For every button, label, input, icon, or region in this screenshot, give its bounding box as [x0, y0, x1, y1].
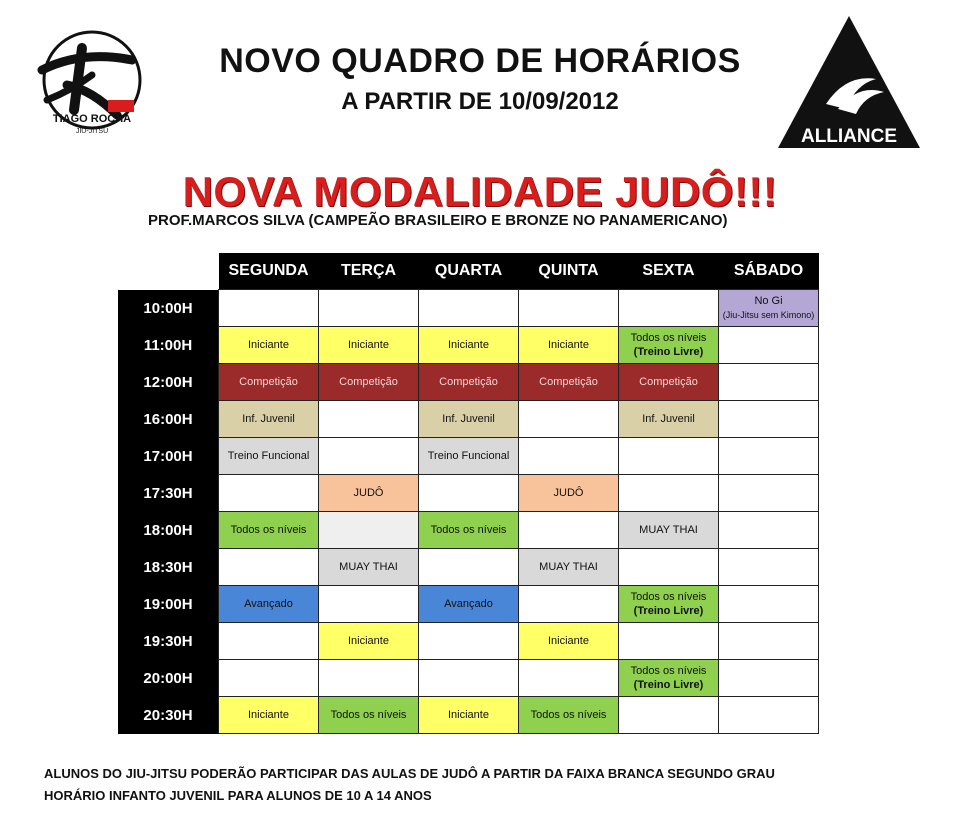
- schedule-row: [118, 697, 819, 734]
- class-cell: [519, 623, 619, 660]
- class-cell: [219, 290, 319, 327]
- class-label: Avançado: [444, 598, 493, 610]
- alliance-logo: [776, 14, 922, 150]
- class-cell: [619, 327, 719, 364]
- schedule-row: [118, 438, 819, 475]
- class-cell: [219, 475, 319, 512]
- day-header: QUARTA: [419, 253, 519, 290]
- class-cell: [419, 475, 519, 512]
- class-label: Inf. Juvenil: [442, 413, 495, 425]
- schedule-row: [118, 549, 819, 586]
- svg-text:ALLIANCE: ALLIANCE: [800, 126, 898, 147]
- class-cell: [619, 401, 719, 438]
- class-cell: [719, 549, 819, 586]
- schedule-row: [118, 623, 819, 660]
- class-label: MUAY THAI: [539, 561, 598, 573]
- class-label: Todos os níveis: [330, 709, 407, 721]
- class-cell: [319, 401, 419, 438]
- schedule-row: [118, 660, 819, 697]
- class-cell: [219, 697, 319, 734]
- class-cell: [319, 290, 419, 327]
- class-label: MUAY THAI: [639, 524, 698, 536]
- class-cell: [519, 660, 619, 697]
- class-cell: [419, 401, 519, 438]
- class-label: Competição: [639, 376, 698, 388]
- time-slot: 19:00H: [118, 586, 219, 623]
- corner-cell: [118, 253, 219, 290]
- class-cell: [619, 586, 719, 623]
- class-cell: [319, 586, 419, 623]
- class-label: Treino Funcional: [227, 450, 310, 462]
- day-header: SEXTA: [619, 253, 719, 290]
- class-cell: [719, 290, 819, 327]
- class-cell: [419, 586, 519, 623]
- class-label: Todos os níveis: [630, 591, 707, 603]
- class-cell: [719, 327, 819, 364]
- class-note: (Treino Livre): [633, 605, 704, 617]
- class-cell: [419, 623, 519, 660]
- class-cell: [519, 697, 619, 734]
- class-cell: [219, 623, 319, 660]
- class-cell: [319, 327, 419, 364]
- class-cell: [419, 549, 519, 586]
- time-slot: 16:00H: [118, 401, 219, 438]
- class-label: Competição: [339, 376, 398, 388]
- class-label: Iniciante: [548, 339, 589, 351]
- class-cell: [719, 438, 819, 475]
- svg-text:JIU-JITSU: JIU-JITSU: [75, 128, 109, 135]
- days-header-row: [118, 253, 819, 290]
- tiago-rocha-logo: [22, 30, 154, 140]
- svg-text:TIAGO ROCHA: TIAGO ROCHA: [52, 113, 132, 125]
- class-cell: [519, 290, 619, 327]
- class-note: (Jiu-Jitsu sem Kimono): [722, 310, 815, 320]
- day-header: TERÇA: [319, 253, 419, 290]
- class-label: Treino Funcional: [427, 450, 510, 462]
- day-header: SEGUNDA: [219, 253, 319, 290]
- class-cell: [219, 364, 319, 401]
- class-cell: [619, 549, 719, 586]
- class-label: Competição: [539, 376, 598, 388]
- class-cell: [219, 660, 319, 697]
- class-cell: [319, 697, 419, 734]
- class-cell: [619, 475, 719, 512]
- footnote-judo: ALUNOS DO JIU-JITSU PODERÃO PARTICIPAR DAS AULAS DE JUDÔ A PARTIR DA FAIXA BRANCA SEGUNDO GRAU: [44, 766, 775, 781]
- class-cell: [619, 697, 719, 734]
- headline: NOVA MODALIDADE JUDÔ!!!: [182, 168, 778, 215]
- class-cell: [719, 475, 819, 512]
- class-cell: [419, 697, 519, 734]
- class-label: Todos os níveis: [630, 665, 707, 677]
- class-cell: [219, 586, 319, 623]
- class-cell: [219, 549, 319, 586]
- class-label: Iniciante: [348, 635, 389, 647]
- class-label: Iniciante: [248, 339, 289, 351]
- class-cell: [619, 512, 719, 549]
- class-cell: [219, 512, 319, 549]
- class-label: Inf. Juvenil: [242, 413, 295, 425]
- class-label: Todos os níveis: [630, 332, 707, 344]
- class-cell: [619, 660, 719, 697]
- class-label: Iniciante: [448, 709, 489, 721]
- class-label: Competição: [439, 376, 498, 388]
- schedule-table: [118, 253, 819, 734]
- class-label: Iniciante: [448, 339, 489, 351]
- class-label: JUDÔ: [553, 487, 584, 499]
- time-slot: 17:00H: [118, 438, 219, 475]
- class-cell: [219, 327, 319, 364]
- class-label: Iniciante: [248, 709, 289, 721]
- class-cell: [419, 438, 519, 475]
- class-cell: [319, 512, 419, 549]
- schedule-row: [118, 512, 819, 549]
- class-cell: [519, 327, 619, 364]
- class-cell: [419, 512, 519, 549]
- class-cell: [319, 364, 419, 401]
- class-cell: [719, 586, 819, 623]
- class-cell: [419, 327, 519, 364]
- footnote-youth: HORÁRIO INFANTO JUVENIL PARA ALUNOS DE 10 A 14 ANOS: [44, 788, 432, 803]
- class-label: Todos os níveis: [230, 524, 307, 536]
- class-cell: [519, 549, 619, 586]
- class-cell: [219, 401, 319, 438]
- schedule-row: [118, 327, 819, 364]
- class-cell: [719, 364, 819, 401]
- time-slot: 18:00H: [118, 512, 219, 549]
- class-label: Todos os níveis: [430, 524, 507, 536]
- class-cell: [519, 475, 619, 512]
- class-cell: [519, 586, 619, 623]
- schedule-row: [118, 290, 819, 327]
- class-cell: [319, 438, 419, 475]
- class-cell: [419, 290, 519, 327]
- class-cell: [719, 697, 819, 734]
- class-cell: [319, 660, 419, 697]
- class-cell: [519, 512, 619, 549]
- class-cell: [719, 623, 819, 660]
- time-slot: 20:00H: [118, 660, 219, 697]
- class-label: No Gi: [754, 295, 783, 307]
- class-label: Avançado: [244, 598, 293, 610]
- schedule-row: [118, 364, 819, 401]
- time-slot: 12:00H: [118, 364, 219, 401]
- class-label: MUAY THAI: [339, 561, 398, 573]
- class-cell: [619, 290, 719, 327]
- class-cell: [319, 475, 419, 512]
- class-note: (Treino Livre): [633, 346, 704, 358]
- professor-line: PROF.MARCOS SILVA (CAMPEÃO BRASILEIRO E BRONZE NO PANAMERICANO): [148, 212, 728, 229]
- schedule-row: [118, 475, 819, 512]
- class-cell: [519, 438, 619, 475]
- class-note: (Treino Livre): [633, 679, 704, 691]
- class-cell: [419, 660, 519, 697]
- class-cell: [419, 364, 519, 401]
- class-label: Iniciante: [548, 635, 589, 647]
- class-cell: [619, 623, 719, 660]
- schedule-row: [118, 401, 819, 438]
- time-slot: 10:00H: [118, 290, 219, 327]
- class-cell: [219, 438, 319, 475]
- time-slot: 19:30H: [118, 623, 219, 660]
- day-header: SÁBADO: [719, 253, 819, 290]
- class-cell: [719, 401, 819, 438]
- class-label: Todos os níveis: [530, 709, 607, 721]
- class-cell: [519, 401, 619, 438]
- class-cell: [519, 364, 619, 401]
- class-label: Competição: [239, 376, 298, 388]
- day-header: QUINTA: [519, 253, 619, 290]
- class-label: Inf. Juvenil: [642, 413, 695, 425]
- class-label: Iniciante: [348, 339, 389, 351]
- class-cell: [319, 549, 419, 586]
- time-slot: 11:00H: [118, 327, 219, 364]
- time-slot: 17:30H: [118, 475, 219, 512]
- time-slot: 20:30H: [118, 697, 219, 734]
- class-cell: [319, 623, 419, 660]
- class-cell: [719, 512, 819, 549]
- class-cell: [619, 364, 719, 401]
- class-cell: [619, 438, 719, 475]
- class-cell: [719, 660, 819, 697]
- time-slot: 18:30H: [118, 549, 219, 586]
- start-date: A PARTIR DE 10/09/2012: [341, 88, 619, 115]
- class-label: JUDÔ: [353, 487, 384, 499]
- page-title: NOVO QUADRO DE HORÁRIOS: [219, 42, 741, 80]
- schedule-row: [118, 586, 819, 623]
